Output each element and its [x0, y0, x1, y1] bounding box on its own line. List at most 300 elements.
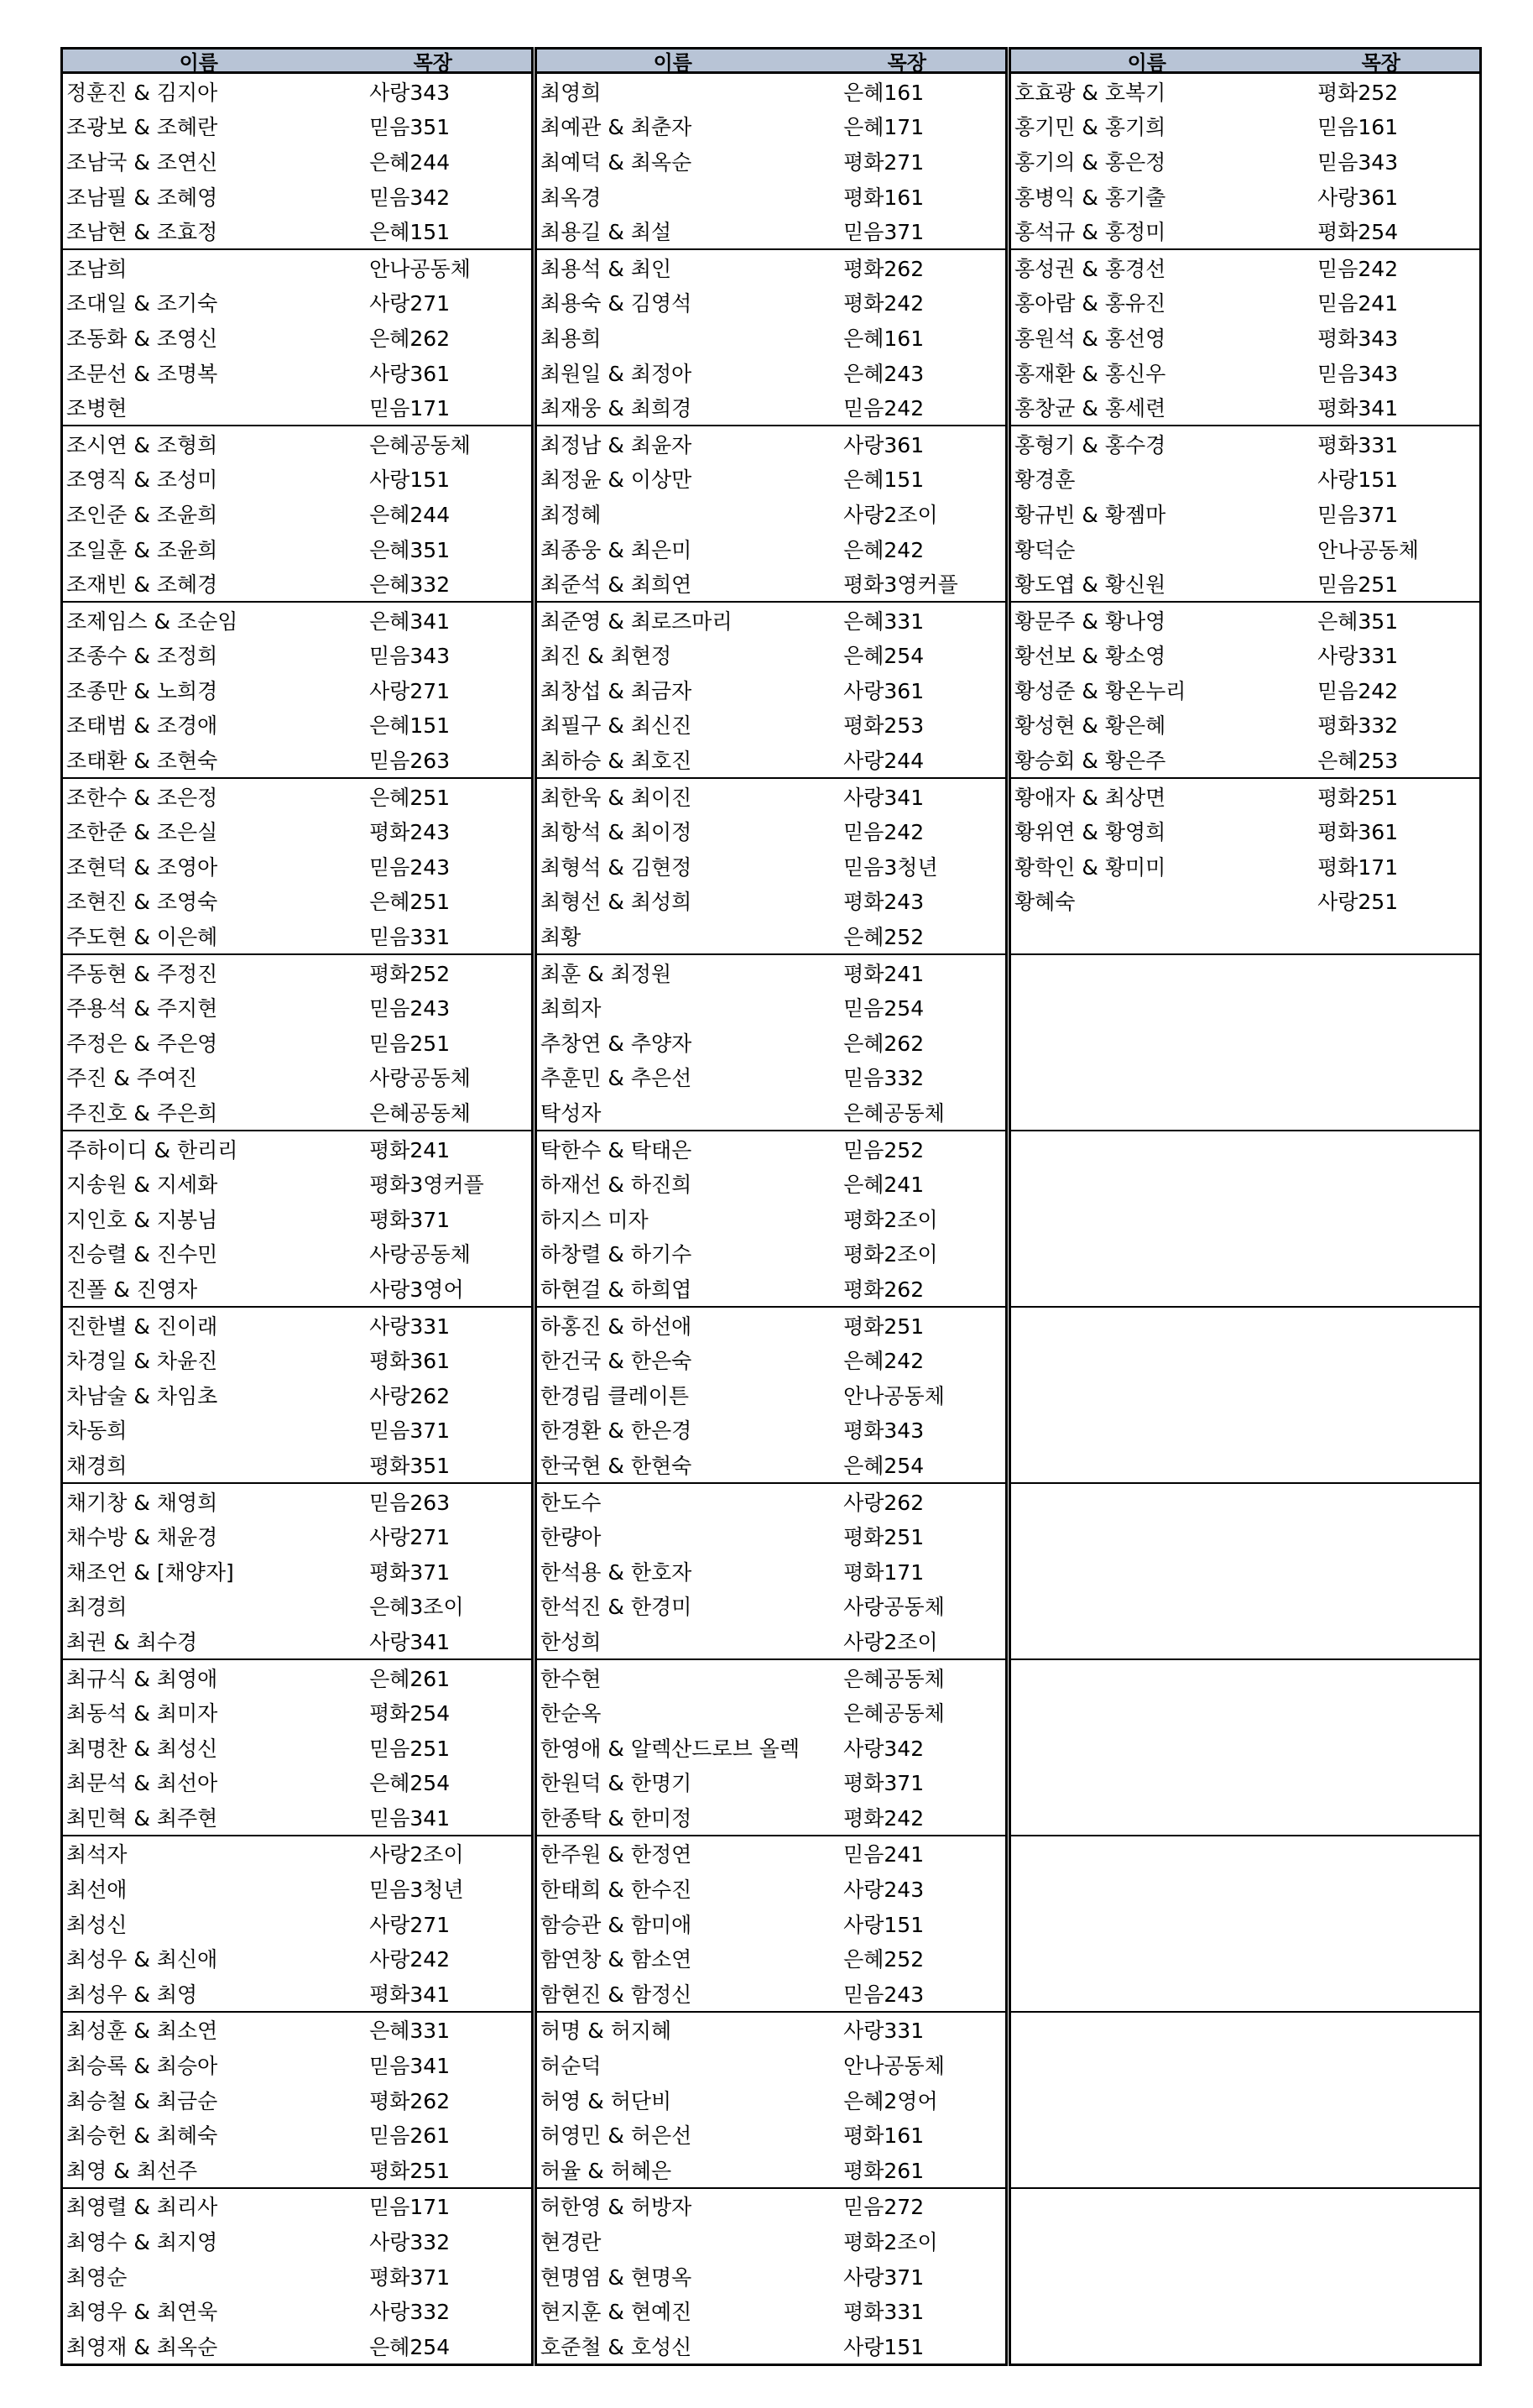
mokjang-cell: 은혜3조이 — [369, 1595, 464, 1620]
row-group — [1011, 248, 1479, 425]
mokjang-cell: 사랑341 — [843, 785, 925, 810]
mokjang-cell: 은혜공동체 — [843, 1666, 945, 1691]
member-name: 황승회 & 황은주 — [1014, 749, 1166, 774]
member-name: 최예관 & 최춘자 — [540, 115, 692, 140]
member-name: 최명찬 & 최성신 — [66, 1736, 218, 1761]
mokjang-cell: 평화2조이 — [843, 1207, 938, 1232]
member-name: 최형석 & 김현정 — [540, 854, 692, 880]
member-name: 최석자 — [66, 1842, 128, 1867]
table-row — [63, 1554, 531, 1589]
member-name: 호준철 & 호성신 — [540, 2334, 692, 2359]
member-name: 함연창 & 함소연 — [540, 1947, 692, 1972]
mokjang-cell: 평화341 — [369, 1982, 451, 2007]
member-name: 진승렬 & 진수민 — [66, 1242, 218, 1267]
mokjang-cell: 사랑271 — [369, 678, 451, 703]
table-row — [537, 2082, 1005, 2118]
member-name: 주정은 & 주은영 — [66, 1031, 218, 1056]
table-row — [63, 990, 531, 1025]
table-row — [63, 109, 531, 144]
table-row — [1011, 990, 1479, 1025]
row-group — [1011, 1835, 1479, 2011]
column-header — [60, 47, 534, 74]
table-row — [1011, 355, 1479, 390]
table-row — [1011, 2223, 1479, 2259]
roster-column — [534, 47, 1008, 2366]
table-row — [1011, 1201, 1479, 1236]
table-row — [1011, 144, 1479, 179]
mokjang-cell: 은혜351 — [1317, 609, 1399, 634]
row-group — [537, 248, 1005, 425]
member-name: 조일훈 & 조윤희 — [66, 537, 218, 562]
member-name: 조종수 & 조정희 — [66, 644, 218, 669]
row-group — [63, 1482, 531, 1658]
table-row — [1011, 213, 1479, 248]
member-name: 주진호 & 주은희 — [66, 1101, 218, 1126]
member-name: 차경일 & 차윤진 — [66, 1349, 218, 1374]
member-name: 한건국 & 한은숙 — [540, 1349, 692, 1374]
member-name: 조남현 & 조효정 — [66, 220, 218, 245]
table-row — [63, 1518, 531, 1554]
table-row — [63, 2047, 531, 2082]
mokjang-cell: 평화332 — [1317, 713, 1399, 739]
member-name: 최승헌 & 최혜숙 — [66, 2123, 218, 2149]
header-name: 이름 — [653, 50, 692, 75]
table-row — [63, 1271, 531, 1306]
table-row — [1011, 742, 1479, 777]
row-group — [1011, 1658, 1479, 1835]
mokjang-cell: 믿음331 — [369, 925, 451, 950]
roster-sheet — [60, 47, 1482, 2366]
mokjang-cell: 사랑3영어 — [369, 1277, 464, 1302]
member-name: 허순덕 — [540, 2054, 602, 2079]
mokjang-cell: 사랑251 — [1317, 890, 1399, 915]
table-row — [63, 213, 531, 248]
mokjang-cell: 은혜151 — [843, 467, 925, 493]
table-row — [1011, 813, 1479, 849]
table-row — [537, 955, 1005, 990]
table-row — [63, 2293, 531, 2328]
mokjang-cell: 사랑332 — [369, 2300, 451, 2325]
member-name: 한종탁 & 한미정 — [540, 1805, 692, 1831]
table-row — [537, 1623, 1005, 1658]
member-name: 최재웅 & 최희경 — [540, 396, 692, 421]
table-row — [63, 320, 531, 355]
table-row — [537, 1094, 1005, 1130]
table-row — [537, 531, 1005, 567]
member-name: 최승록 & 최승아 — [66, 2054, 218, 2079]
mokjang-cell: 평화251 — [369, 2158, 451, 2183]
table-row — [63, 2189, 531, 2224]
member-name: 최성훈 & 최소연 — [66, 2019, 218, 2044]
member-name: 최종웅 & 최은미 — [540, 537, 692, 562]
mokjang-cell: 사랑2조이 — [369, 1842, 464, 1867]
table-row — [63, 1094, 531, 1130]
table-row — [537, 2259, 1005, 2294]
mokjang-cell: 믿음351 — [369, 115, 451, 140]
member-name: 한수현 — [540, 1666, 602, 1691]
table-row — [1011, 1131, 1479, 1167]
table-row — [537, 849, 1005, 884]
mokjang-cell: 평화242 — [843, 1805, 925, 1831]
row-group — [63, 248, 531, 425]
row-group — [1011, 1130, 1479, 1306]
table-row — [1011, 2152, 1479, 2187]
table-row — [1011, 918, 1479, 953]
mokjang-cell: 은혜243 — [843, 361, 925, 386]
table-row — [63, 566, 531, 601]
table-row — [537, 1166, 1005, 1201]
mokjang-cell: 평화361 — [1317, 820, 1399, 845]
table-row — [1011, 566, 1479, 601]
mokjang-cell: 은혜244 — [369, 502, 451, 527]
mokjang-cell: 평화351 — [369, 1453, 451, 1478]
mokjang-cell: 은혜254 — [843, 1453, 925, 1478]
table-row — [63, 1660, 531, 1695]
mokjang-cell: 사랑151 — [843, 2334, 925, 2359]
row-group — [1011, 2011, 1479, 2187]
member-name: 현지훈 & 현예진 — [540, 2300, 692, 2325]
mokjang-cell: 사랑271 — [369, 1525, 451, 1550]
table-row — [537, 1730, 1005, 1765]
table-row — [63, 1413, 531, 1448]
member-name: 황문주 & 황나영 — [1014, 609, 1166, 634]
mokjang-cell: 은혜254 — [843, 644, 925, 669]
row-group — [63, 601, 531, 777]
row-group — [537, 2011, 1005, 2187]
member-name: 하재선 & 하진희 — [540, 1173, 692, 1198]
table-row — [537, 918, 1005, 953]
table-row — [1011, 179, 1479, 214]
member-name: 조현덕 & 조영아 — [66, 854, 218, 880]
table-row — [63, 1906, 531, 1941]
mokjang-cell: 사랑262 — [369, 1383, 451, 1408]
table-row — [537, 1941, 1005, 1976]
member-name: 한순옥 — [540, 1701, 602, 1726]
column-header — [1009, 47, 1482, 74]
table-row — [537, 213, 1005, 248]
mokjang-cell: 평화251 — [843, 1525, 925, 1550]
table-row — [63, 2223, 531, 2259]
table-row — [1011, 1660, 1479, 1695]
member-name: 진폴 & 진영자 — [66, 1277, 198, 1302]
table-row — [63, 742, 531, 777]
member-name: 허한영 & 허방자 — [540, 2195, 692, 2220]
mokjang-cell: 믿음3청년 — [369, 1878, 464, 1903]
table-row — [1011, 1236, 1479, 1272]
mokjang-cell: 사랑151 — [1317, 467, 1399, 493]
table-row — [537, 1271, 1005, 1306]
table-row — [1011, 1166, 1479, 1201]
table-row — [1011, 250, 1479, 285]
member-name: 하지스 미자 — [540, 1207, 649, 1232]
row-group — [537, 1835, 1005, 2011]
member-name: 함현진 & 함정신 — [540, 1982, 692, 2007]
member-name: 최경희 — [66, 1595, 128, 1620]
row-group — [537, 1306, 1005, 1482]
table-row — [537, 2047, 1005, 2082]
member-name: 황애자 & 최상면 — [1014, 785, 1166, 810]
table-row — [1011, 1377, 1479, 1413]
mokjang-cell: 은혜242 — [843, 1349, 925, 1374]
member-name: 한경림 클레이튼 — [540, 1383, 689, 1408]
mokjang-cell: 믿음263 — [369, 1490, 451, 1515]
mokjang-cell: 믿음341 — [369, 1805, 451, 1831]
member-name: 조시연 & 조형희 — [66, 432, 218, 457]
mokjang-cell: 평화3영커플 — [843, 572, 958, 598]
member-name: 홍석규 & 홍정미 — [1014, 220, 1166, 245]
mokjang-cell: 믿음171 — [369, 396, 451, 421]
table-row — [1011, 2013, 1479, 2048]
member-name: 황규빈 & 황젬마 — [1014, 502, 1166, 527]
mokjang-cell: 평화161 — [843, 185, 925, 210]
table-row — [63, 1308, 531, 1343]
table-row — [537, 389, 1005, 425]
member-name: 탁한수 & 탁태은 — [540, 1137, 692, 1162]
member-name: 최예덕 & 최옥순 — [540, 149, 692, 175]
member-name: 최영 & 최선주 — [66, 2158, 198, 2183]
table-row — [537, 1131, 1005, 1167]
table-row — [63, 1166, 531, 1201]
row-group — [63, 1306, 531, 1482]
member-name: 조남희 — [66, 256, 128, 281]
member-name: 정훈진 & 김지아 — [66, 80, 218, 105]
member-name: 한석진 & 한경미 — [540, 1595, 692, 1620]
mokjang-cell: 은혜253 — [1317, 749, 1399, 774]
table-row — [537, 496, 1005, 531]
table-row — [537, 1695, 1005, 1730]
member-name: 홍창균 & 홍세련 — [1014, 396, 1166, 421]
table-row — [1011, 1906, 1479, 1941]
member-name: 조태환 & 조현숙 — [66, 749, 218, 774]
table-row — [63, 1025, 531, 1060]
column-header — [534, 47, 1008, 74]
table-row — [1011, 1025, 1479, 1060]
mokjang-cell: 은혜244 — [369, 149, 451, 175]
member-name: 최영순 — [66, 2264, 128, 2290]
mokjang-cell: 사랑271 — [369, 1912, 451, 1937]
member-name: 현경란 — [540, 2230, 602, 2255]
table-row — [1011, 1589, 1479, 1624]
table-row — [1011, 2259, 1479, 2294]
mokjang-cell: 사랑151 — [369, 467, 451, 493]
table-row — [63, 285, 531, 321]
member-name: 지송원 & 지세화 — [66, 1173, 218, 1198]
member-name: 최영재 & 최옥순 — [66, 2334, 218, 2359]
mokjang-cell: 믿음242 — [843, 820, 925, 845]
member-name: 주동현 & 주정진 — [66, 961, 218, 986]
table-row — [63, 884, 531, 919]
mokjang-cell: 믿음252 — [843, 1137, 925, 1162]
mokjang-cell: 은혜171 — [843, 115, 925, 140]
mokjang-cell: 사랑2조이 — [843, 1629, 938, 1654]
table-row — [1011, 1342, 1479, 1377]
table-row — [1011, 1765, 1479, 1800]
table-row — [63, 1201, 531, 1236]
table-row — [537, 1201, 1005, 1236]
table-row — [1011, 1623, 1479, 1658]
mokjang-cell: 은혜151 — [369, 220, 451, 245]
table-row — [1011, 2328, 1479, 2364]
member-name: 한도수 — [540, 1490, 602, 1515]
mokjang-cell: 사랑361 — [1317, 185, 1399, 210]
mokjang-cell: 안나공동체 — [369, 256, 471, 281]
mokjang-cell: 은혜공동체 — [369, 1101, 471, 1126]
mokjang-cell: 평화2조이 — [843, 2230, 938, 2255]
mokjang-cell: 믿음242 — [1317, 256, 1399, 281]
table-row — [1011, 1871, 1479, 1906]
member-name: 함승관 & 함미애 — [540, 1912, 692, 1937]
member-name: 홍성권 & 홍경선 — [1014, 256, 1166, 281]
member-name: 최용길 & 최설 — [540, 220, 672, 245]
table-row — [537, 1025, 1005, 1060]
member-name: 황혜숙 — [1014, 890, 1076, 915]
row-group — [537, 1658, 1005, 1835]
table-row — [1011, 1799, 1479, 1835]
column-body — [1009, 74, 1482, 2366]
member-name: 조남필 & 조혜영 — [66, 185, 218, 210]
member-name: 최성우 & 최영 — [66, 1982, 198, 2007]
mokjang-cell: 은혜262 — [369, 326, 451, 351]
member-name: 황도엽 & 황신원 — [1014, 572, 1166, 598]
table-row — [537, 2013, 1005, 2048]
member-name: 최창섭 & 최금자 — [540, 678, 692, 703]
mokjang-cell: 평화3영커플 — [369, 1173, 484, 1198]
header-name: 이름 — [179, 50, 218, 75]
table-row — [63, 1976, 531, 2011]
table-row — [63, 1695, 531, 1730]
member-name: 조남국 & 조연신 — [66, 149, 218, 175]
table-row — [537, 813, 1005, 849]
row-group — [63, 1658, 531, 1835]
member-name: 조대일 & 조기숙 — [66, 291, 218, 316]
table-row — [1011, 2293, 1479, 2328]
table-row — [63, 2259, 531, 2294]
member-name: 황성현 & 황은혜 — [1014, 713, 1166, 739]
mokjang-cell: 믿음263 — [369, 749, 451, 774]
table-row — [537, 2117, 1005, 2152]
mokjang-cell: 믿음171 — [369, 2195, 451, 2220]
table-row — [63, 1131, 531, 1167]
mokjang-cell: 안나공동체 — [1317, 537, 1419, 562]
member-name: 홍병익 & 홍기출 — [1014, 185, 1166, 210]
table-row — [537, 2189, 1005, 2224]
table-row — [63, 389, 531, 425]
table-row — [537, 672, 1005, 708]
member-name: 조문선 & 조명복 — [66, 361, 218, 386]
member-name: 황선보 & 황소영 — [1014, 644, 1166, 669]
member-name: 홍재환 & 홍신우 — [1014, 361, 1166, 386]
member-name: 한원덕 & 한명기 — [540, 1771, 692, 1796]
mokjang-cell: 믿음332 — [843, 1066, 925, 1091]
table-row — [537, 426, 1005, 462]
table-row — [1011, 74, 1479, 109]
member-name: 최영렬 & 최리사 — [66, 2195, 218, 2220]
member-name: 최동석 & 최미자 — [66, 1701, 218, 1726]
member-name: 조현진 & 조영숙 — [66, 890, 218, 915]
mokjang-cell: 사랑244 — [843, 749, 925, 774]
member-name: 황성준 & 황온누리 — [1014, 678, 1186, 703]
mokjang-cell: 은혜2영어 — [843, 2088, 938, 2113]
mokjang-cell: 평화341 — [1317, 396, 1399, 421]
mokjang-cell: 평화361 — [369, 1349, 451, 1374]
member-name: 채수방 & 채윤경 — [66, 1525, 218, 1550]
table-row — [1011, 1836, 1479, 1872]
mokjang-cell: 사랑343 — [369, 80, 451, 105]
mokjang-cell: 평화241 — [369, 1137, 451, 1162]
table-row — [63, 426, 531, 462]
row-group — [1011, 601, 1479, 777]
member-name: 최규식 & 최영애 — [66, 1666, 218, 1691]
row-group — [537, 953, 1005, 1130]
mokjang-cell: 평화371 — [369, 1207, 451, 1232]
table-row — [537, 1518, 1005, 1554]
table-row — [537, 566, 1005, 601]
mokjang-cell: 평화254 — [369, 1701, 451, 1726]
table-row — [537, 990, 1005, 1025]
table-row — [1011, 603, 1479, 638]
mokjang-cell: 사랑361 — [843, 432, 925, 457]
table-row — [1011, 849, 1479, 884]
table-row — [63, 144, 531, 179]
mokjang-cell: 사랑공동체 — [369, 1066, 471, 1091]
member-name: 최진 & 최현정 — [540, 644, 672, 669]
member-name: 최용숙 & 김영석 — [540, 291, 692, 316]
member-name: 조광보 & 조혜란 — [66, 115, 218, 140]
table-row — [1011, 1976, 1479, 2011]
table-row — [537, 779, 1005, 814]
member-name: 황덕순 — [1014, 537, 1076, 562]
mokjang-cell: 사랑262 — [843, 1490, 925, 1515]
table-row — [1011, 462, 1479, 497]
mokjang-cell: 평화251 — [1317, 785, 1399, 810]
mokjang-cell: 평화254 — [1317, 220, 1399, 245]
table-row — [63, 2152, 531, 2187]
mokjang-cell: 은혜262 — [843, 1031, 925, 1056]
row-group — [63, 953, 531, 1130]
table-row — [1011, 2047, 1479, 2082]
table-row — [537, 1589, 1005, 1624]
mokjang-cell: 평화343 — [843, 1418, 925, 1444]
row-group — [1011, 1306, 1479, 1482]
table-row — [63, 1484, 531, 1519]
table-row — [1011, 779, 1479, 814]
roster-column — [60, 47, 534, 2366]
table-row — [63, 1447, 531, 1482]
table-row — [1011, 1447, 1479, 1482]
mokjang-cell: 은혜341 — [369, 609, 451, 634]
mokjang-cell: 평화261 — [843, 2158, 925, 2183]
member-name: 조한수 & 조은정 — [66, 785, 218, 810]
mokjang-cell: 믿음243 — [369, 854, 451, 880]
member-name: 조종만 & 노희경 — [66, 678, 218, 703]
member-name: 최영수 & 최지영 — [66, 2230, 218, 2255]
mokjang-cell: 사랑331 — [1317, 644, 1399, 669]
mokjang-cell: 사랑371 — [843, 2264, 925, 2290]
mokjang-cell: 평화331 — [1317, 432, 1399, 457]
table-row — [1011, 2082, 1479, 2118]
member-name: 채기창 & 채영희 — [66, 1490, 218, 1515]
member-name: 최성신 — [66, 1912, 128, 1937]
member-name: 한경환 & 한은경 — [540, 1418, 692, 1444]
member-name: 최영우 & 최연욱 — [66, 2300, 218, 2325]
member-name: 주도현 & 이은혜 — [66, 925, 218, 950]
row-group — [1011, 425, 1479, 601]
table-row — [1011, 531, 1479, 567]
table-row — [537, 1765, 1005, 1800]
table-row — [1011, 1484, 1479, 1519]
mokjang-cell: 은혜332 — [369, 572, 451, 598]
mokjang-cell: 은혜241 — [843, 1173, 925, 1198]
